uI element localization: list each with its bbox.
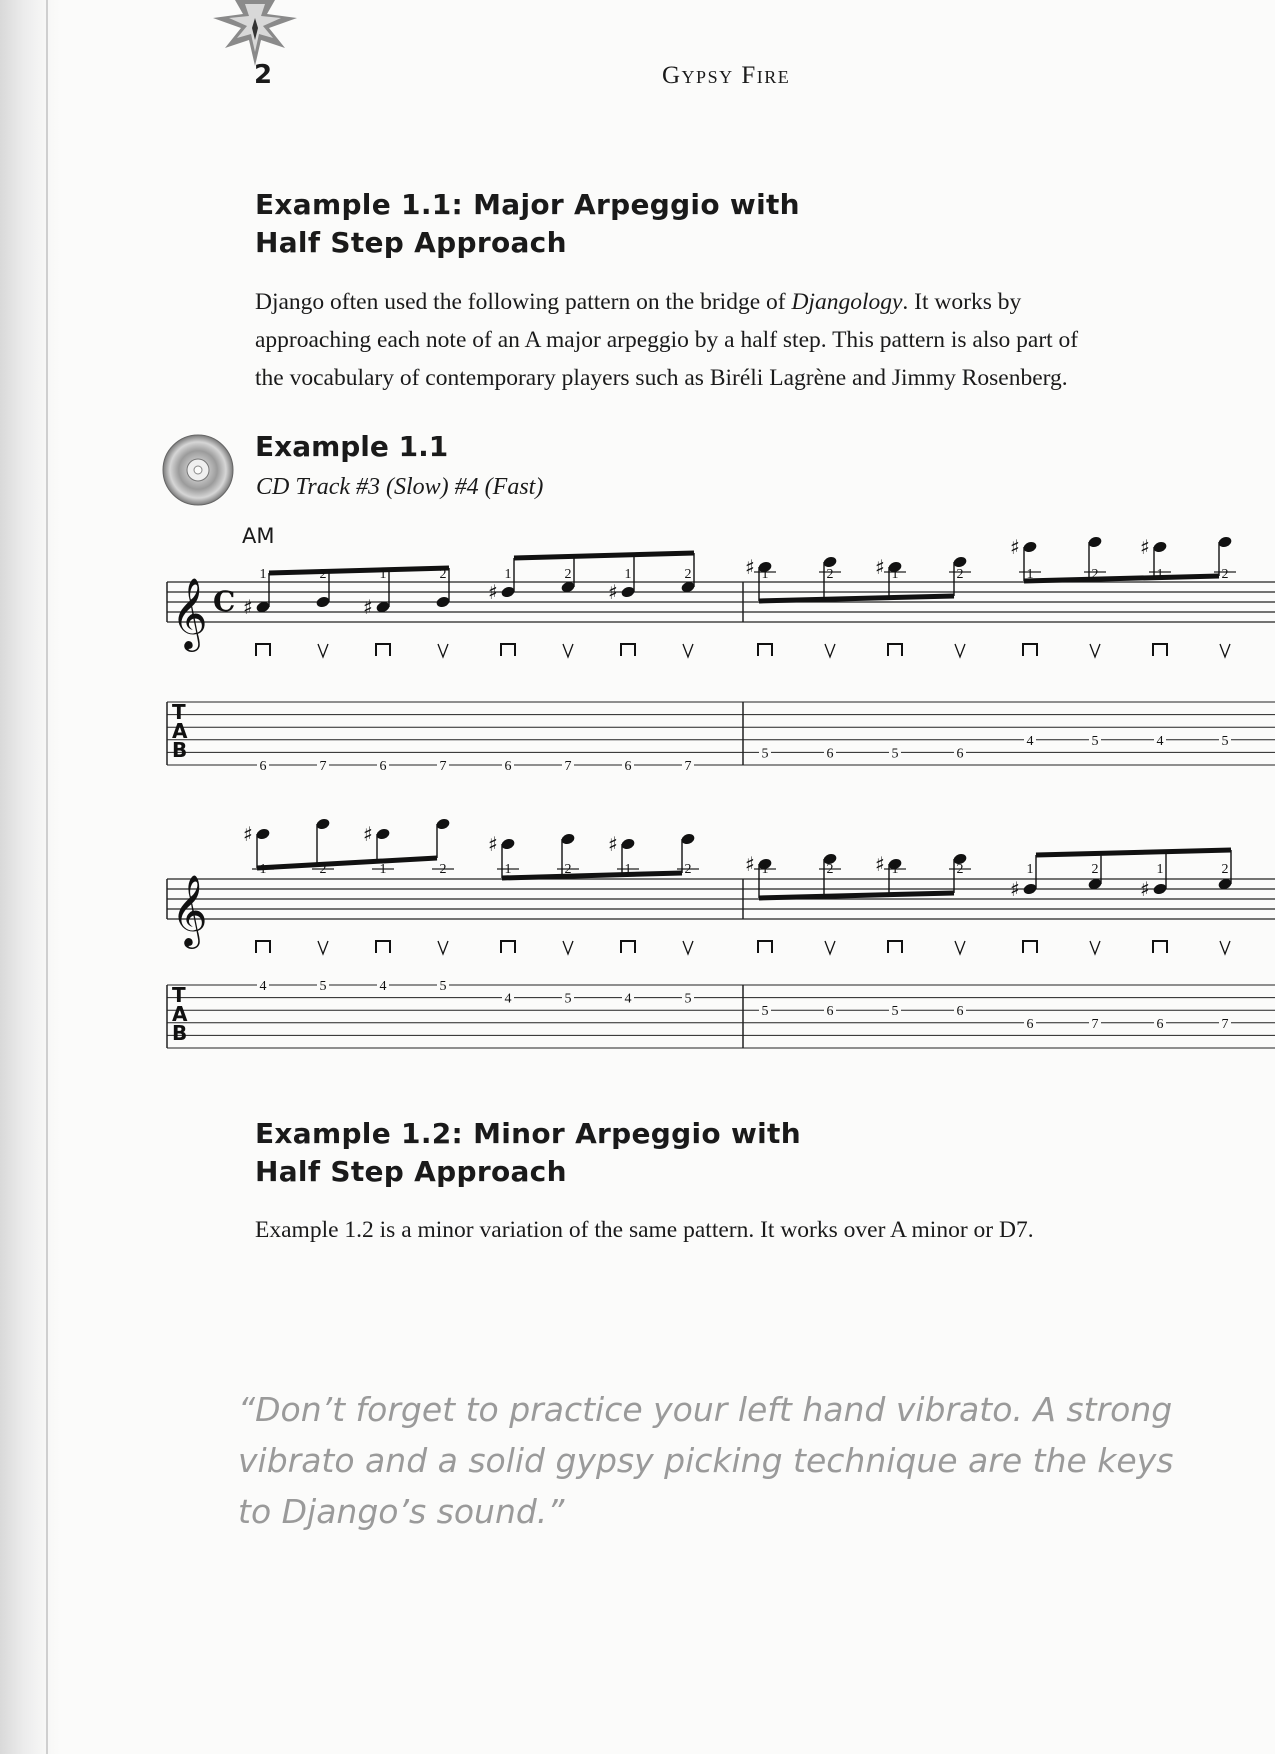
upstroke-icon [825, 644, 835, 657]
fingering-number: 1 [891, 567, 899, 582]
tab-label: A [172, 719, 188, 743]
tab-fret-number: 7 [1091, 1016, 1099, 1032]
quote-line: “Don’t forget to practice your left hand vibrato. A strong [238, 1390, 1173, 1429]
running-head: Gypsy Fire [662, 62, 791, 89]
sharp-sign: ♯ [875, 852, 885, 876]
tab-fret-number: 6 [1156, 1016, 1164, 1032]
fingering-number: 2 [826, 567, 834, 582]
fingering-number: 2 [684, 862, 692, 877]
tab-fret-number: 7 [684, 759, 692, 774]
upstroke-icon [318, 941, 328, 954]
upstroke-icon [1220, 941, 1230, 954]
upstroke-icon [1090, 644, 1100, 657]
fingering-number: 1 [504, 862, 512, 877]
paragraph-text: the vocabulary of contemporary players such as Biréli Lagrène and Jimmy Rosenberg. [255, 365, 1068, 391]
chord-symbol: AM [242, 524, 275, 548]
fingering-number: 2 [826, 862, 834, 877]
tab-fret-number: 5 [891, 746, 899, 762]
downstroke-icon [758, 644, 772, 656]
fingering-number: 1 [379, 567, 387, 582]
sharp-sign: ♯ [488, 580, 498, 604]
quote-line: vibrato and a solid gypsy picking technique are the keys [238, 1441, 1174, 1480]
tab-fret-number: 4 [259, 979, 267, 994]
sharp-sign: ♯ [243, 822, 253, 846]
tab-fret-number: 5 [564, 991, 572, 1007]
downstroke-icon [621, 941, 635, 953]
quote-line: to Django’s sound.” [238, 1492, 565, 1531]
heading-line: Half Step Approach [255, 226, 567, 259]
upstroke-icon [318, 644, 328, 657]
heading-line: Example 1.2: Minor Arpeggio with [255, 1117, 801, 1150]
note-beam [1024, 576, 1219, 581]
sharp-sign: ♯ [1010, 877, 1020, 901]
tab-label: T [172, 983, 186, 1007]
pull-quote [238, 1384, 1248, 1537]
sharp-sign: ♯ [1010, 535, 1020, 559]
downstroke-icon [1153, 644, 1167, 656]
note-beam [514, 553, 694, 558]
tab-fret-number: 5 [891, 1004, 899, 1020]
sharp-sign: ♯ [745, 555, 755, 579]
fingering-number: 1 [1026, 567, 1034, 582]
tab-label: B [172, 738, 188, 762]
fingering-number: 2 [956, 567, 964, 582]
fingering-number: 2 [319, 567, 327, 582]
upstroke-icon [1090, 941, 1100, 954]
tab-fret-number: 4 [504, 991, 512, 1007]
fingering-number: 2 [564, 567, 572, 582]
upstroke-icon [683, 644, 693, 657]
tab-fret-number: 5 [761, 746, 769, 762]
fingering-number: 1 [379, 862, 387, 877]
cd-track-info: CD Track #3 (Slow) #4 (Fast) [256, 474, 544, 500]
tab-label: A [172, 1002, 188, 1026]
fingering-number: 2 [439, 862, 447, 877]
tab-fret-number: 5 [1091, 733, 1099, 749]
sharp-sign: ♯ [1140, 535, 1150, 559]
upstroke-icon [438, 644, 448, 657]
note-beam [1036, 850, 1231, 855]
sharp-sign: ♯ [608, 580, 618, 604]
paragraph-text: approaching each note of an A major arpeggio by a half step. This pattern is also part of [255, 327, 1079, 353]
fingering-number: 1 [259, 567, 267, 582]
tab-fret-number: 6 [826, 1004, 834, 1020]
section-paragraph: Example 1.2 is a minor variation of the same pattern. It works over A minor or D7. [255, 1217, 1034, 1243]
downstroke-icon [256, 644, 270, 656]
treble-clef-icon: 𝄞 [171, 576, 208, 649]
fingering-number: 2 [439, 567, 447, 582]
upstroke-icon [563, 644, 573, 657]
note-beam [759, 893, 954, 898]
tab-fret-number: 7 [439, 759, 447, 774]
tab-fret-number: 4 [624, 991, 632, 1007]
example-title: Example 1.1 [255, 430, 449, 463]
downstroke-icon [621, 644, 635, 656]
fingering-number: 2 [1221, 567, 1229, 582]
fingering-number: 1 [761, 567, 769, 582]
fingering-number: 1 [1026, 862, 1034, 877]
sharp-sign: ♯ [608, 832, 618, 856]
fingering-number: 1 [624, 862, 632, 877]
fingering-number: 2 [956, 862, 964, 877]
fingering-number: 1 [1156, 567, 1164, 582]
tab-fret-number: 7 [564, 759, 572, 774]
downstroke-icon [501, 644, 515, 656]
sharp-sign: ♯ [745, 852, 755, 876]
fingering-number: 2 [319, 862, 327, 877]
tab-fret-number: 6 [826, 746, 834, 762]
tab-fret-number: 7 [1221, 1016, 1229, 1032]
fingering-number: 2 [684, 567, 692, 582]
treble-clef-icon: 𝄞 [171, 873, 208, 946]
paragraph-text: . It works by [902, 289, 1022, 315]
fingering-number: 2 [564, 862, 572, 877]
tab-fret-number: 6 [504, 759, 512, 774]
downstroke-icon [376, 644, 390, 656]
note-beam [502, 873, 682, 878]
fingering-number: 1 [761, 862, 769, 877]
downstroke-icon [256, 941, 270, 953]
sharp-sign: ♯ [363, 822, 373, 846]
tab-fret-number: 5 [319, 979, 327, 994]
upstroke-icon [955, 941, 965, 954]
downstroke-icon [888, 941, 902, 953]
upstroke-icon [683, 941, 693, 954]
upstroke-icon [563, 941, 573, 954]
heading-line: Half Step Approach [255, 1155, 567, 1188]
sharp-sign: ♯ [1140, 877, 1150, 901]
upstroke-icon [1220, 644, 1230, 657]
fingering-number: 1 [1156, 862, 1164, 877]
upstroke-icon [438, 941, 448, 954]
sharp-sign: ♯ [363, 595, 373, 619]
tab-fret-number: 5 [684, 991, 692, 1007]
note-beam [269, 568, 449, 573]
heading-line: Example 1.1: Major Arpeggio with [255, 188, 800, 221]
page-number: 2 [254, 60, 273, 90]
tab-fret-number: 4 [1156, 733, 1164, 749]
fingering-number: 2 [1091, 567, 1099, 582]
tab-fret-number: 5 [1221, 733, 1229, 749]
tab-fret-number: 4 [379, 979, 387, 994]
downstroke-icon [888, 644, 902, 656]
tab-fret-number: 6 [956, 1004, 964, 1020]
downstroke-icon [758, 941, 772, 953]
tab-fret-number: 6 [624, 759, 632, 774]
fingering-number: 2 [1221, 862, 1229, 877]
downstroke-icon [376, 941, 390, 953]
tab-fret-number: 6 [259, 759, 267, 774]
downstroke-icon [1023, 941, 1037, 953]
tab-fret-number: 6 [1026, 1016, 1034, 1032]
tab-fret-number: 5 [761, 1004, 769, 1020]
sharp-sign: ♯ [488, 832, 498, 856]
fingering-number: 1 [259, 862, 267, 877]
tab-label: T [172, 700, 186, 724]
tab-label: B [172, 1021, 188, 1045]
sharp-sign: ♯ [875, 555, 885, 579]
downstroke-icon [1023, 644, 1037, 656]
song-title: Djangology [791, 289, 903, 315]
fingering-number: 2 [1091, 862, 1099, 877]
tab-fret-number: 5 [439, 979, 447, 994]
sharp-sign: ♯ [243, 595, 253, 619]
tab-fret-number: 6 [379, 759, 387, 774]
fingering-number: 1 [504, 567, 512, 582]
downstroke-icon [501, 941, 515, 953]
downstroke-icon [1153, 941, 1167, 953]
fingering-number: 1 [624, 567, 632, 582]
note-beam [759, 596, 954, 601]
upstroke-icon [825, 941, 835, 954]
tab-fret-number: 6 [956, 746, 964, 762]
upstroke-icon [955, 644, 965, 657]
tab-fret-number: 4 [1026, 733, 1034, 749]
fingering-number: 1 [891, 862, 899, 877]
time-signature-common: C [213, 585, 236, 618]
section-heading-example-1-2 [255, 1115, 801, 1191]
paragraph-text: Django often used the following pattern on the bridge of [255, 289, 792, 315]
note-beam [257, 858, 437, 868]
tab-fret-number: 7 [319, 759, 327, 774]
